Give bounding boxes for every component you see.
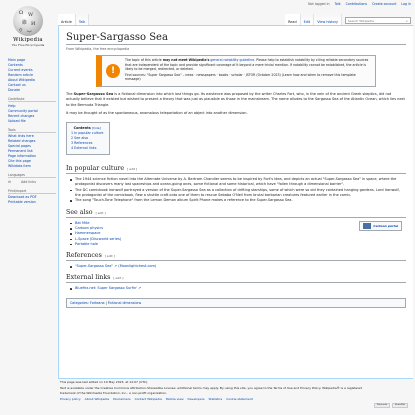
intro-paragraph: The Super-Sargasso Sea is a fictional dimension into which lost things go. Its existence was proposed by the writer Charles Fort, who, in the vein of the ancient Greek skeptics, did not actually believe that it existed but wished to present a theory that was just as plausible as those in the mainstream. The name alludes to the Sargasso Sea of the Atlantic Ocean, which lies next to the Bermuda Triangle. <box>66 91 405 107</box>
edit-section-link[interactable]: [ edit ] <box>95 210 106 215</box>
footer-link[interactable]: Developers <box>187 396 205 401</box>
personal-tools <box>308 2 411 6</box>
see-also-link[interactable]: Bat Mite <box>75 220 90 225</box>
footer-links <box>60 397 410 401</box>
sidebar-item-community-portal[interactable]: Community portal <box>8 108 38 113</box>
see-also-link[interactable]: L-Space (Discworld series) <box>75 236 122 241</box>
gear-icon[interactable]: ⚙ <box>8 179 11 184</box>
sidebar-item-random-article[interactable]: Random article <box>8 73 34 77</box>
section-heading-see-also: See also [ edit ] <box>66 209 406 218</box>
sidebar-item-recent-changes[interactable]: Recent changes <box>8 113 35 118</box>
create-account-link[interactable]: Create account <box>372 2 397 6</box>
external-links-list <box>75 286 406 291</box>
contributions-link[interactable]: Contributions <box>345 2 368 6</box>
page-title: Super-Sargasso Sea <box>66 32 406 45</box>
toc-title: Contents <box>73 126 91 131</box>
see-also-link[interactable]: Cartoon physics <box>75 225 104 230</box>
footer-badges <box>374 403 408 408</box>
toc-hide-toggle[interactable]: [hide] <box>91 126 101 131</box>
sidebar-item-download-pdf[interactable]: Download as PDF <box>8 195 37 199</box>
tab-talk[interactable]: Talk <box>76 14 90 25</box>
sidebar-item-main-page[interactable]: Main page <box>8 58 26 62</box>
logo-wordmark: Wikipedia <box>13 37 43 43</box>
footer-link[interactable]: Mobile view <box>165 396 184 401</box>
categories-label[interactable]: Categories: <box>70 300 89 305</box>
last-edited-text: This page was last edited on 19 May 2023, at 12:07 (UTC). <box>60 380 149 384</box>
log-in-link[interactable]: Log in <box>401 2 411 6</box>
toc-item[interactable]: 1 In popular culture <box>71 131 104 136</box>
site-subtitle: From Wikipedia, the free encyclopedia <box>66 47 130 51</box>
sidebar-item-printable[interactable]: Printable version <box>8 200 36 204</box>
find-sources-text: Find sources: "Super Sargasso Sea" – news · newspapers · books · scholar · JSTOR (October 2023) (Learn how and when to remove this template message) <box>125 72 356 82</box>
list-item: The 1944 science fiction novel Into the Alternate Universe by A. Bertram Chandler seems to be inspired by Fort's idea, and depicts an actual "Super-Sargasso Sea" in space, where the protagonist discovers many lost spaceships and ocean-going ones, some fictional and some historical, which have "fallen through a dimensional barrier". <box>75 177 406 188</box>
sidebar <box>8 58 56 209</box>
sidebar-heading-languages: Languages <box>8 173 56 178</box>
logo-tagline: The Free Encyclopedia <box>11 43 45 47</box>
portal-label: Cartoon portal <box>373 223 398 228</box>
sidebar-navigation <box>8 58 56 93</box>
footer <box>60 380 410 407</box>
sidebar-item-donate[interactable]: Donate <box>8 88 20 92</box>
popular-culture-list <box>75 177 406 203</box>
see-also-link[interactable]: Hammerspace <box>75 231 101 236</box>
search-placeholder: Search Wikipedia <box>348 19 374 23</box>
footer-link[interactable]: About Wikipedia <box>84 396 110 401</box>
toc-item[interactable]: 4 External links <box>71 146 97 151</box>
see-also-list <box>75 221 406 247</box>
sidebar-item-wikidata[interactable]: Wikidata item <box>8 164 31 168</box>
table-of-contents <box>66 122 110 155</box>
license-text: Text is available under the Creative Commons Attribution-ShareAlike License; additional terms may apply. By using this site, you agree to the Terms of Use and Privacy Policy. Wikipedia® is a registered trademark of the Wikimedia Foundation, Inc., a non-profit organization. <box>60 386 363 395</box>
list-item: The DC comicbook Ironwolf portrayed a version of the Super-Sargasso Sea as a collection of drifting starships, some of which were so old they contained hanging gardens. Lord Ironwolf, the protagonist of the comicbook, flew a shuttle craft onto one of them to rescue Sebaba O'Neil from brutal barbarian creatures featured earlier in the comic. <box>75 188 406 199</box>
globe-icon: Ω W 維 И ウ ب <box>13 6 43 36</box>
talk-link[interactable]: Talk <box>334 2 341 6</box>
add-links-link[interactable]: Add links <box>20 179 36 184</box>
footer-link[interactable]: Contact Wikipedia <box>134 396 162 401</box>
sidebar-tools <box>8 128 56 170</box>
tab-edit[interactable]: Edit <box>301 14 315 25</box>
not-logged-in-label: Not logged in <box>308 2 330 6</box>
sidebar-item-contents[interactable]: Contents <box>8 63 23 67</box>
wikipedia-logo[interactable] <box>4 6 52 47</box>
search-input[interactable] <box>345 17 411 24</box>
edit-section-link[interactable]: [ edit ] <box>104 254 115 259</box>
sidebar-item-permanent-link[interactable]: Permanent link <box>8 149 33 153</box>
footer-link[interactable]: Cookie statement <box>226 396 253 401</box>
sidebar-item-what-links-here[interactable]: What links here <box>8 134 34 138</box>
namespace-tabs <box>58 14 89 25</box>
reference-link[interactable]: "Super-Sargasso Sea" ↗ (Moonlightchest.com) <box>75 264 157 269</box>
sidebar-contribute <box>8 97 56 124</box>
intro-paragraph-2: It may be thought of as the spontaneous, anomalous teleportation of an object into another dimension. <box>66 110 248 115</box>
category-link[interactable]: Forteana <box>89 300 105 305</box>
sidebar-print <box>8 189 56 206</box>
sidebar-item-special-pages[interactable]: Special pages <box>8 144 31 148</box>
sidebar-item-current-events[interactable]: Current events <box>8 68 33 72</box>
sidebar-item-about[interactable]: About Wikipedia <box>8 78 35 82</box>
sidebar-languages <box>8 173 56 185</box>
toc-item[interactable]: 2 See also <box>71 136 89 141</box>
see-also-link[interactable]: Portable hole <box>75 241 99 246</box>
sidebar-item-cite-page[interactable]: Cite this page <box>8 159 31 163</box>
references-list <box>75 264 406 269</box>
notability-notice <box>96 55 376 87</box>
category-links: Categories: Forteana | Fictional dimensions <box>66 298 406 308</box>
sidebar-heading-print: Print/export <box>8 189 56 194</box>
article-content <box>58 25 413 379</box>
tab-read[interactable]: Read <box>285 14 301 25</box>
footer-link[interactable]: Disclaimers <box>113 396 131 401</box>
sidebar-item-page-information[interactable]: Page information <box>8 154 37 158</box>
notability-guideline-link[interactable]: general notability guideline <box>210 58 255 62</box>
notice-text: The topic of this article may not meet Wikipedia's general notability guideline. Please help to establish notability by citing reliable secondary sources that are independent of the topic and provide significant coverage of it beyond a mere trivial mention. If notability cannot be established, the article is likely to be merged, redirected, or deleted. <box>125 58 369 72</box>
sidebar-item-upload-file[interactable]: Upload file <box>8 118 26 123</box>
section-heading-external-links: External links [ edit ] <box>66 274 406 283</box>
edit-section-link[interactable]: [ edit ] <box>127 167 138 172</box>
section-heading-popular-culture: In popular culture [ edit ] <box>66 165 406 174</box>
category-link[interactable]: Fictional dimensions <box>107 300 142 305</box>
mediawiki-badge[interactable]: MediaWiki <box>392 403 408 408</box>
view-tabs <box>285 14 411 25</box>
tab-article[interactable]: Article <box>58 14 76 25</box>
sidebar-heading-contribute: Contribute <box>8 97 56 102</box>
sidebar-heading-tools: Tools <box>8 128 56 133</box>
search-icon[interactable]: ⌕ <box>406 19 408 23</box>
footer-link[interactable]: Privacy policy <box>60 396 81 401</box>
section-heading-references: References [ edit ] <box>66 252 406 261</box>
sidebar-item-related-changes[interactable]: Related changes <box>8 139 36 143</box>
list-item: The song "Touch-Tone Telephone" from the Lemon Demon album Spirit Phone makes a reference to the Super-Sargasso Sea. <box>75 198 406 203</box>
edit-section-link[interactable]: [ edit ] <box>113 276 124 281</box>
footer-link[interactable]: Statistics <box>208 396 223 401</box>
warning-icon: ! <box>106 64 120 78</box>
toc-item[interactable]: 3 References <box>71 141 93 146</box>
sidebar-item-contact[interactable]: Contact us <box>8 83 26 87</box>
wikimedia-badge[interactable]: Wikimedia <box>374 403 390 408</box>
external-link[interactable]: Bluefirz.net: Super Sargasso Surfin' ↗ <box>75 286 142 291</box>
sidebar-item-help[interactable]: Help <box>8 103 16 108</box>
tab-view-history[interactable]: View history <box>314 14 342 25</box>
